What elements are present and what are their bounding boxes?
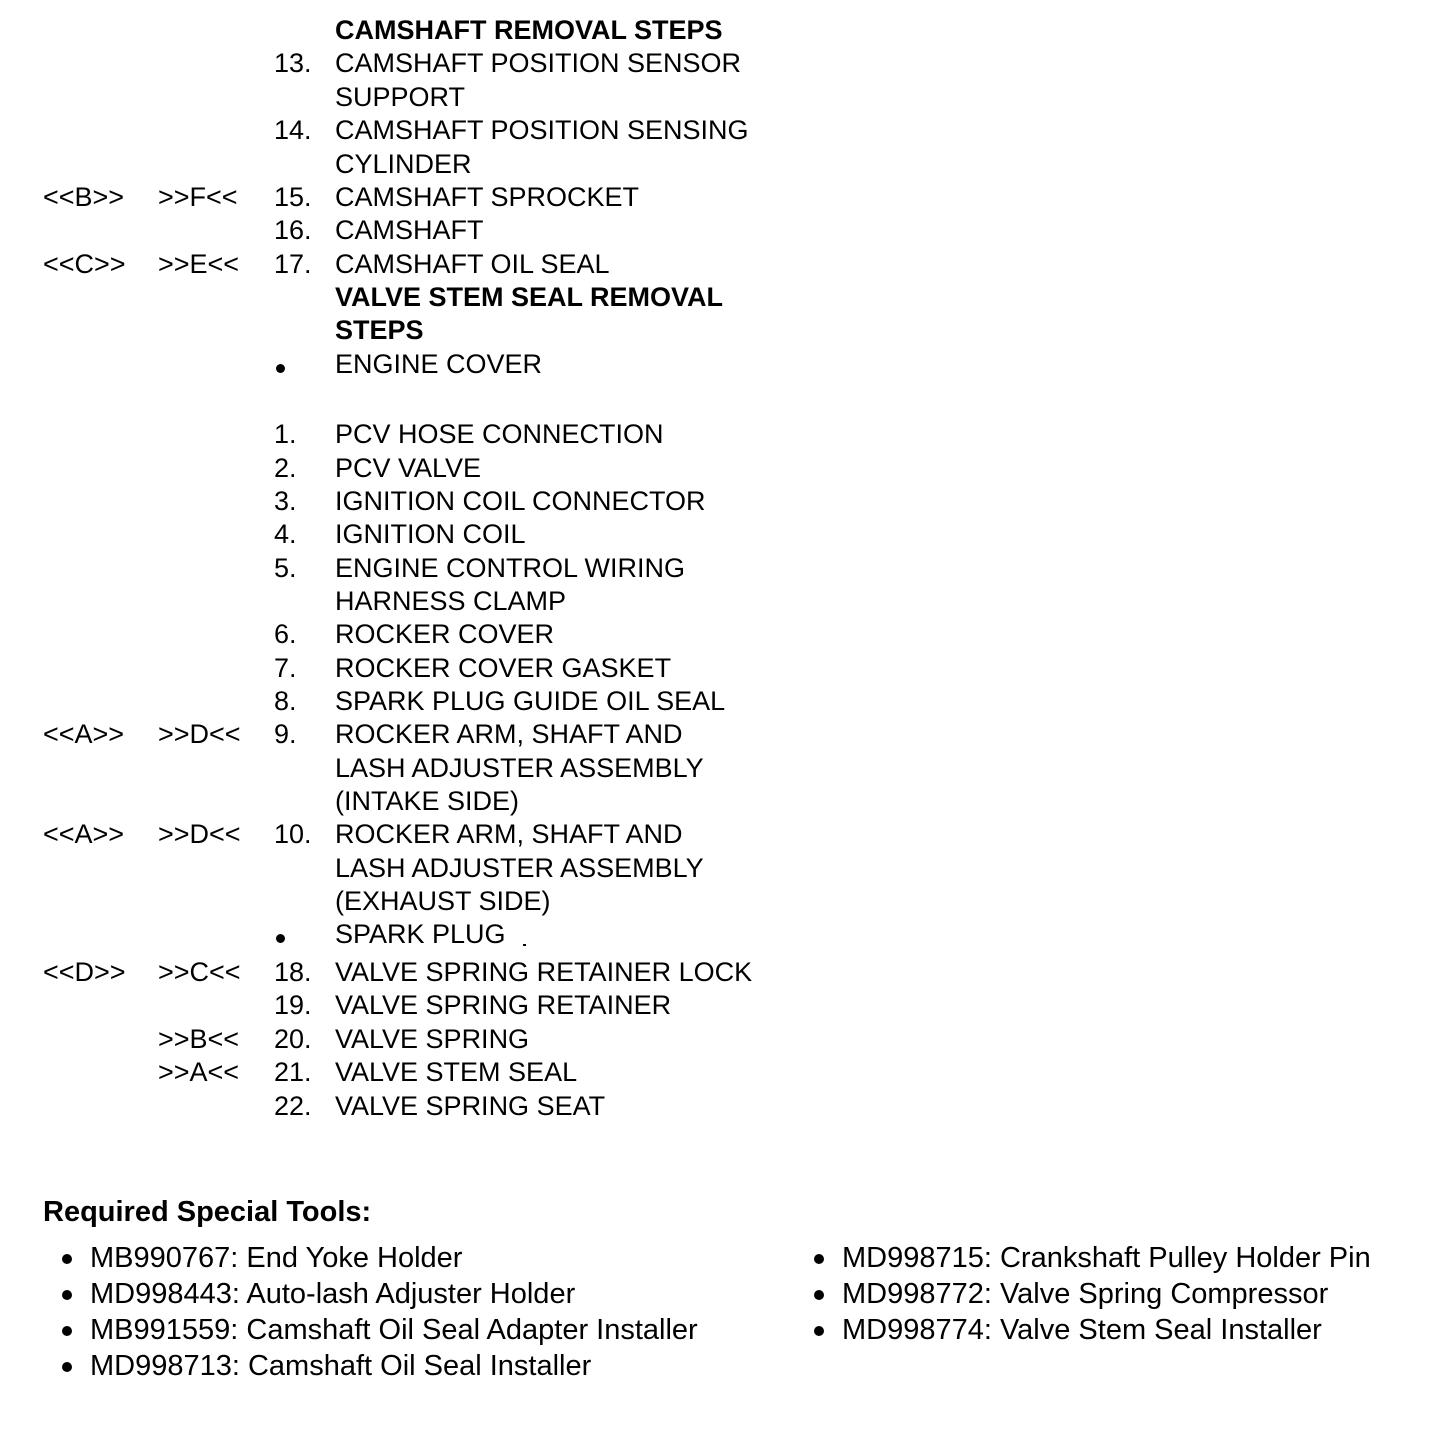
procedure-row <box>0 1022 1000 1056</box>
step-text: PCV VALVE <box>335 453 482 483</box>
procedure-row <box>0 517 1000 551</box>
bullet-icon <box>814 1254 824 1264</box>
procedure-row <box>0 988 1000 1022</box>
section-heading: STEPS <box>335 315 424 345</box>
step-text: (EXHAUST SIDE) <box>335 886 551 916</box>
procedure-row <box>0 584 1000 618</box>
procedure-row <box>0 417 1000 451</box>
step-number: 16. <box>274 215 312 245</box>
procedure-row <box>0 917 1000 951</box>
step-number: 19. <box>274 990 312 1020</box>
procedure-row <box>0 1055 1000 1089</box>
installation-reference: >>F<< <box>158 182 238 212</box>
bullet-icon <box>814 1326 824 1336</box>
removal-reference: <<B>> <box>43 182 125 212</box>
bullet-icon <box>814 1290 824 1300</box>
bullet-icon <box>62 1362 72 1372</box>
step-number: 2. <box>274 453 297 483</box>
tool-item <box>43 1240 698 1276</box>
step-number: 15. <box>274 182 312 212</box>
procedure-row <box>0 280 1000 314</box>
tool-label: MD998713: Camshaft Oil Seal Installer <box>90 1350 592 1382</box>
tool-label: MD998443: Auto-lash Adjuster Holder <box>90 1278 576 1310</box>
step-number: 6. <box>274 619 297 649</box>
step-number: 10. <box>274 819 312 849</box>
bullet-icon <box>276 364 285 373</box>
tool-label: MD998772: Valve Spring Compressor <box>842 1278 1329 1310</box>
bullet-icon <box>62 1290 72 1300</box>
procedure-row <box>0 213 1000 247</box>
step-text: CAMSHAFT POSITION SENSING <box>335 115 749 145</box>
procedure-row <box>0 651 1000 685</box>
installation-reference: >>E<< <box>158 249 240 279</box>
procedure-row <box>0 80 1000 114</box>
bullet-icon <box>62 1326 72 1336</box>
removal-reference: <<C>> <box>43 249 126 279</box>
tools-list-right <box>795 1240 1371 1348</box>
step-number: 1. <box>274 419 297 449</box>
step-number: 18. <box>274 957 312 987</box>
procedure-row <box>0 551 1000 585</box>
bullet-icon <box>276 934 285 943</box>
step-text: VALVE SPRING SEAT <box>335 1091 606 1121</box>
tool-label: MD998715: Crankshaft Pulley Holder Pin <box>842 1242 1371 1274</box>
procedure-row <box>0 247 1000 281</box>
procedure-row <box>0 46 1000 80</box>
procedure-row <box>0 751 1000 785</box>
tool-item <box>43 1276 698 1312</box>
step-text: VALVE SPRING RETAINER <box>335 990 672 1020</box>
step-text: LASH ADJUSTER ASSEMBLY <box>335 753 704 783</box>
step-number: 7. <box>274 653 297 683</box>
step-text: PCV HOSE CONNECTION <box>335 419 664 449</box>
installation-reference: >>D<< <box>158 719 241 749</box>
step-number: 14. <box>274 115 312 145</box>
procedure-row <box>0 180 1000 214</box>
step-text: ROCKER ARM, SHAFT AND <box>335 719 683 749</box>
tool-item <box>795 1312 1371 1348</box>
step-text: SUPPORT <box>335 82 466 112</box>
step-number: 8. <box>274 686 297 716</box>
procedure-row <box>0 451 1000 485</box>
tool-item <box>43 1348 698 1384</box>
step-text: CAMSHAFT OIL SEAL <box>335 249 610 279</box>
procedure-row <box>0 884 1000 918</box>
procedure-row <box>0 617 1000 651</box>
step-number: 21. <box>274 1057 312 1087</box>
tool-item <box>795 1276 1371 1312</box>
tool-label: MB991559: Camshaft Oil Seal Adapter Installer <box>90 1314 698 1346</box>
procedure-row <box>0 817 1000 851</box>
step-text: CYLINDER <box>335 149 472 179</box>
tools-heading: Required Special Tools: <box>43 1196 372 1228</box>
step-text: VALVE SPRING RETAINER LOCK <box>335 957 753 987</box>
step-text: HARNESS CLAMP <box>335 586 567 616</box>
step-number: 5. <box>274 553 297 583</box>
section-heading: CAMSHAFT REMOVAL STEPS <box>335 15 723 45</box>
removal-reference: <<A>> <box>43 719 125 749</box>
step-text: ENGINE COVER <box>335 349 543 379</box>
step-text: LASH ADJUSTER ASSEMBLY <box>335 853 704 883</box>
step-text: SPARK PLUG GUIDE OIL SEAL <box>335 686 726 716</box>
procedure-row <box>0 113 1000 147</box>
procedure-row <box>0 347 1000 381</box>
step-number: 17. <box>274 249 312 279</box>
tools-list-left <box>43 1240 698 1384</box>
step-number: 22. <box>274 1091 312 1121</box>
section-heading: VALVE STEM SEAL REMOVAL <box>335 282 724 312</box>
procedure-row <box>0 717 1000 751</box>
removal-reference: <<A>> <box>43 819 125 849</box>
step-text: CAMSHAFT SPROCKET <box>335 182 640 212</box>
removal-reference: <<D>> <box>43 957 126 987</box>
installation-reference: >>B<< <box>158 1024 240 1054</box>
step-number: 13. <box>274 48 312 78</box>
step-text: VALVE SPRING <box>335 1024 530 1054</box>
procedure-row <box>0 147 1000 181</box>
step-text: CAMSHAFT <box>335 215 484 245</box>
tool-label: MB990767: End Yoke Holder <box>90 1242 463 1274</box>
tool-item <box>43 1312 698 1348</box>
procedure-row <box>0 684 1000 718</box>
installation-reference: >>D<< <box>158 819 241 849</box>
procedure-row <box>0 313 1000 347</box>
procedure-row <box>0 955 1000 989</box>
step-text: IGNITION COIL <box>335 519 526 549</box>
step-text: ROCKER COVER GASKET <box>335 653 672 683</box>
procedure-row <box>0 784 1000 818</box>
procedure-row <box>0 484 1000 518</box>
step-number: 20. <box>274 1024 312 1054</box>
installation-reference: >>A<< <box>158 1057 240 1087</box>
bullet-icon <box>62 1254 72 1264</box>
step-text: VALVE STEM SEAL <box>335 1057 578 1087</box>
stray-mark <box>523 944 526 946</box>
step-text: ENGINE CONTROL WIRING <box>335 553 686 583</box>
step-number: 9. <box>274 719 297 749</box>
procedure-row <box>0 851 1000 885</box>
tool-label: MD998774: Valve Stem Seal Installer <box>842 1314 1322 1346</box>
step-text: IGNITION COIL CONNECTOR <box>335 486 706 516</box>
procedure-row <box>0 13 1000 47</box>
step-text: ROCKER COVER <box>335 619 555 649</box>
step-text: (INTAKE SIDE) <box>335 786 520 816</box>
installation-reference: >>C<< <box>158 957 241 987</box>
step-number: 3. <box>274 486 297 516</box>
step-text: ROCKER ARM, SHAFT AND <box>335 819 683 849</box>
procedure-row <box>0 1089 1000 1123</box>
step-text: SPARK PLUG <box>335 919 506 949</box>
step-text: CAMSHAFT POSITION SENSOR <box>335 48 742 78</box>
tool-item <box>795 1240 1371 1276</box>
step-number: 4. <box>274 519 297 549</box>
